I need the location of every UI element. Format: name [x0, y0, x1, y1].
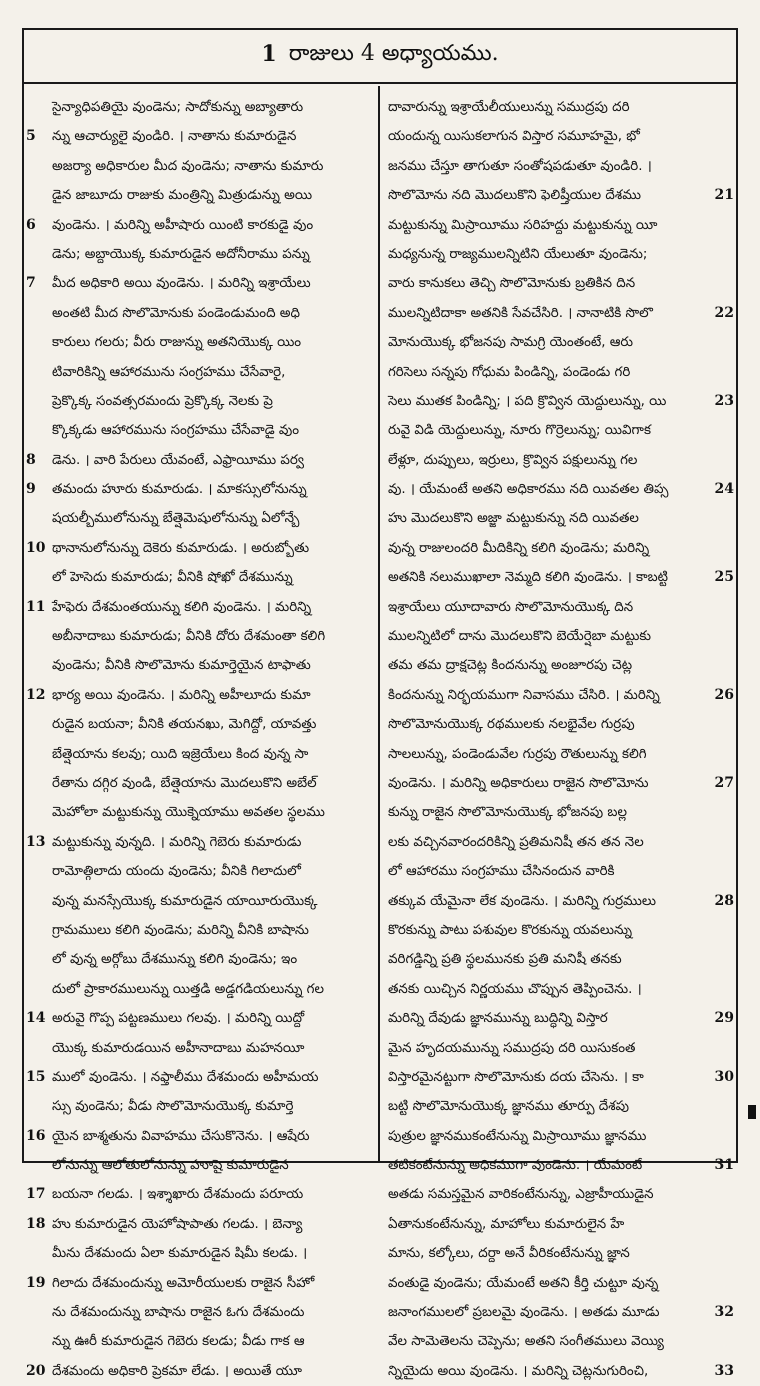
text-line	[52, 945, 372, 974]
text-line	[388, 93, 702, 122]
text-line	[388, 181, 734, 210]
line-text: దులో ప్రాకారములున్ను యిత్తడి అడ్డగడియలున్ను గల	[52, 981, 324, 997]
text-line	[52, 152, 372, 181]
line-text: సొలొమోనుయొక్క రథములకు నలభైవేల గుర్రపు	[388, 717, 635, 733]
text-columns	[24, 86, 736, 1379]
text-line	[26, 211, 372, 240]
line-text: సైన్యాధిపతియై వుండెను; సాదోకున్ను అబ్యాతారు	[52, 100, 304, 115]
line-text: తటికంటేనున్ను అధికముగా వుండెను. । యేమంటే	[388, 1158, 643, 1174]
text-line	[388, 740, 702, 769]
line-text: తనకు యిచ్చిన నిర్ణయము చొప్పున తెప్పించెను. ।	[388, 981, 642, 997]
verse-number: 21	[714, 187, 734, 204]
text-line	[388, 975, 702, 1004]
line-text: మెహోలా మట్టుకున్ను యొక్నెయాము అవతల స్థలము	[52, 805, 325, 821]
page-edge-mark	[748, 1105, 756, 1119]
text-line	[388, 269, 702, 298]
text-line	[52, 1327, 372, 1356]
text-line	[26, 1210, 372, 1239]
verse-number: 19	[26, 1274, 46, 1291]
verse-number: 9	[26, 481, 36, 498]
verse-number: 22	[714, 304, 734, 321]
text-line	[388, 475, 734, 504]
page-number: 1	[261, 41, 277, 67]
text-line	[388, 681, 734, 710]
line-text: హేఫెరు దేశమంతయున్ను కలిగి వుండెను. । మరిన్ని	[52, 599, 312, 615]
verse-number: 10	[26, 539, 46, 556]
text-line	[52, 798, 372, 827]
verse-number: 14	[26, 1010, 46, 1027]
text-line	[388, 1239, 702, 1268]
page-header	[24, 30, 736, 84]
text-line	[26, 446, 372, 475]
line-text: వరిగడ్డిన్ని ప్రతి స్థలమునకు ప్రతి మనిషీ తనకు	[388, 952, 622, 968]
text-line	[52, 240, 372, 269]
text-line	[388, 1092, 702, 1121]
text-line	[388, 1063, 734, 1092]
line-text: హు మొదలుకొని అజ్జా మట్టుకున్ను నది యివతల	[388, 511, 639, 527]
text-line	[388, 769, 734, 798]
line-text: వున్న మనస్సేయొక్క కుమారుడైన యాయీరుయొక్క	[52, 893, 318, 909]
line-text: తమందు హూరు కుమారుడు. । మాకస్సులోనున్ను	[52, 482, 307, 498]
text-line	[388, 651, 702, 680]
text-line	[388, 593, 702, 622]
verse-number: 16	[26, 1127, 46, 1144]
verse-number: 27	[714, 774, 734, 791]
text-line	[388, 1004, 734, 1033]
text-line	[388, 416, 702, 445]
text-line	[52, 887, 372, 916]
verse-number: 32	[714, 1304, 734, 1321]
line-text: రువై విడి యెద్దులున్ను, నూరు గొర్రెలున్ను; యివిగాక	[388, 423, 651, 439]
text-line	[388, 945, 702, 974]
line-text: ములన్నిటిదాకా అతనికి సేవచేసిరి. । నానాటికి సొలొ	[388, 305, 653, 321]
line-text: రామోత్గిలాదు యందు వుండెను; వీనికి గిలాదులో	[52, 864, 301, 880]
text-line	[388, 299, 734, 328]
text-line	[388, 152, 702, 181]
verse-number: 13	[26, 833, 46, 850]
line-text: కొరకున్ను పాటు పశువుల కొరకున్ను యవలున్ను	[388, 922, 633, 938]
line-text: పుత్రుల జ్ఞానముకంటేనున్ను మిస్రాయీము జ్ఞానము	[388, 1128, 647, 1144]
line-text: తమ తమ ద్రాక్షచెట్ల కిందనున్ను అంజూరపు చెట్ల	[388, 658, 633, 674]
verse-number: 15	[26, 1068, 46, 1085]
text-line	[388, 358, 702, 387]
text-line	[26, 1063, 372, 1092]
verse-number: 23	[714, 392, 734, 409]
line-text: వుండెను. । మరిన్ని అధికారులు రాజైన సొలొమోను	[388, 775, 649, 791]
text-line	[388, 1151, 734, 1180]
line-text: థానానులోనున్ను దెకెరు కుమారుడు. । అరుబ్బోతు	[52, 540, 310, 556]
line-text: బయనా గలడు. । ఇశ్శాఖారు దేశమందు పరూయ	[52, 1187, 304, 1203]
line-text: యందున్న యిసుకలాగున విస్తార సమూహమై, భో	[388, 129, 640, 145]
verse-number: 31	[714, 1157, 734, 1174]
text-line	[52, 1239, 372, 1268]
line-text: వేల సామెతెలను చెప్పెను; అతని సంగీతములు వెయ్యి	[388, 1334, 664, 1350]
line-text: మట్టుకున్ను మిస్రాయీము సరిహద్దు మట్టుకున్ను యీ	[388, 217, 658, 233]
text-line	[52, 740, 372, 769]
line-text: మోనుయొక్క భోజనపు సామగ్రి యెంతంటే, ఆరు	[388, 335, 634, 351]
line-text: డెను. । వారి పేరులు యేవంటే, ఎఫ్రాయీము పర్వ	[52, 452, 304, 468]
text-line	[26, 122, 372, 151]
text-line	[388, 1034, 702, 1063]
text-line	[388, 446, 702, 475]
text-line	[388, 828, 702, 857]
line-text: మీను దేశమందు ఏలా కుమారుడైన షిమీ కలడు. ।	[52, 1246, 308, 1262]
verse-number: 17	[26, 1186, 46, 1203]
line-text: యైన బాశ్మతును వివాహము చేసుకొనెను. । ఆషేరు	[52, 1128, 310, 1144]
line-text: భార్య అయి వుండెను. । మరిన్ని అహీలూదు కుమా	[52, 687, 311, 703]
text-line	[26, 593, 372, 622]
text-line	[388, 1210, 702, 1239]
line-text: బేత్షెయాను కలవు; యిది ఇజ్రెయేలు కింద వున్న సా	[52, 746, 309, 762]
text-line	[26, 828, 372, 857]
line-text: మట్టుకున్ను వున్నది. । మరిన్ని గెబెరు కుమారుడు	[52, 834, 302, 850]
verse-number: 33	[714, 1362, 734, 1379]
line-text: డెను; అబ్దాయొక్క కుమారుడైన అదోనీరాము పన్ను	[52, 246, 310, 262]
text-line	[52, 975, 372, 1004]
text-line	[52, 622, 372, 651]
text-line	[52, 358, 372, 387]
line-text: కిందనున్ను నిర్భయముగా నివాసము చేసిరి. । మరిన్ని	[388, 687, 660, 703]
text-line	[388, 122, 702, 151]
text-line	[388, 798, 702, 827]
verse-number: 29	[714, 1010, 734, 1027]
line-text: ములన్నిటిలో దాను మొదలుకొని బెయేర్షెబా మట్టుకు	[388, 629, 652, 645]
text-line	[26, 1357, 372, 1386]
line-text: షయల్బీములోనున్ను బేత్షెమెషులోనున్ను ఏలోన్బే	[52, 511, 300, 527]
verse-number: 24	[714, 481, 734, 498]
text-line	[388, 504, 702, 533]
line-text: క్కొక్కడు ఆహారమును సంగ్రహము చేసేవాడై వుం	[52, 423, 300, 439]
page-frame	[22, 28, 738, 1379]
verse-number: 6	[26, 216, 36, 233]
line-text: లోనున్ను ఆలోతులోనున్ను హూషై కుమారుడైన	[52, 1158, 289, 1174]
text-line	[52, 1151, 372, 1180]
text-line	[52, 857, 372, 886]
text-line	[388, 1357, 734, 1386]
line-text: మాను, కల్కోలు, దర్దా అనే వీరికంటేనున్ను జ్ఞాన	[388, 1246, 630, 1262]
line-text: జనము చేస్తూ తాగుతూ సంతోషపడుతూ వుండిరి. ।	[388, 158, 652, 174]
text-line	[52, 563, 372, 592]
text-line	[388, 710, 702, 739]
text-line	[26, 534, 372, 563]
line-text: కున్ను రాజైన సొలొమోనుయొక్క భోజనపు బల్ల	[388, 805, 627, 821]
line-text: రుడైన బయనా; వీనికి తయనఖు, మెగిద్దో, యావత్తు	[52, 717, 317, 733]
verse-number: 8	[26, 451, 36, 468]
text-line	[52, 916, 372, 945]
text-line	[388, 887, 734, 916]
text-line	[52, 1092, 372, 1121]
line-text: జనాంగములలో ప్రబలమై వుండెను. । అతడు మూడు	[388, 1305, 660, 1321]
text-line	[388, 534, 702, 563]
text-line	[52, 1034, 372, 1063]
line-text: మరిన్ని దేవుడు జ్ఞానమున్ను బుద్ధిన్ని విస్తార	[388, 1011, 608, 1027]
line-text: లకు వచ్చినవారందరికిన్ని ప్రతిమనిషీ తన తన నెల	[388, 834, 644, 850]
line-text: అతనికి నలుముఖాలా నెమ్మది కలిగి వుండెను. । కాబట్టి	[388, 570, 669, 586]
text-line	[388, 857, 702, 886]
line-text: తక్కువ యేమైనా లేక వుండెను. । మరిన్ని గుర్రములు	[388, 893, 656, 909]
line-text: వంతుడై వుండెను; యేమంటే అతని కీర్తి చుట్టూ వున్న	[388, 1275, 659, 1291]
line-text: అరువై గొప్ప పట్టణములు గలవు. । మరిన్ని యిద్దో	[52, 1011, 305, 1027]
text-line	[52, 769, 372, 798]
text-line	[388, 1298, 734, 1327]
line-text: స్సు వుండెను; వీడు సొలొమోనుయొక్క కుమార్తె	[52, 1099, 294, 1115]
line-text: వుండెను. । మరిన్ని అహీషారు యింటి కారకుడై వుం	[52, 217, 314, 233]
line-text: హు కుమారుడైన యెహోషాపాతు గలడు. । బెన్యా	[52, 1216, 303, 1232]
text-line	[388, 916, 702, 945]
text-line	[388, 622, 702, 651]
line-text: విస్తారమైనట్టుగా సొలొమోనుకు దయ చేసెను. । కా	[388, 1069, 644, 1085]
text-line	[26, 1004, 372, 1033]
line-text: వుండెను; వీనికి సొలొమోను కుమార్తెయైన టాఫాతు	[52, 658, 311, 674]
line-text: ఏతానుకంటేనున్ను, మాహోలు కుమారులైన హే	[388, 1216, 625, 1232]
text-line	[52, 387, 372, 416]
line-text: లో హెసెదు కుమారుడు; వీనికి షోఖో దేశమున్ను	[52, 570, 293, 586]
text-line	[388, 328, 702, 357]
text-line	[388, 1122, 702, 1151]
verse-number: 5	[26, 128, 36, 145]
line-text: దేశమందు అధికారి ప్రెకమా లేడు. । అయితే యూ	[52, 1363, 302, 1379]
text-line	[26, 475, 372, 504]
line-text: యొక్క కుమారుడయిన అహీనాదాబు మహనయీ	[52, 1040, 305, 1056]
line-text: డైన జాబూదు రాజుకు మంత్రిన్ని మిత్రుడున్ను అయి	[52, 188, 313, 204]
verse-number: 25	[714, 569, 734, 586]
line-text: గిలాదు దేశమందున్ను అమోరీయులకు రాజైన సీహో	[52, 1275, 315, 1291]
left-column	[24, 86, 380, 1379]
text-line	[26, 681, 372, 710]
right-column	[380, 86, 736, 1379]
line-text: సొలొమోను నది మొదలుకొని ఫెలిష్తీయుల దేశము	[388, 188, 642, 204]
text-line	[388, 1269, 702, 1298]
text-line	[388, 1327, 702, 1356]
text-line	[26, 1180, 372, 1209]
line-text: ఇశ్రాయేలు యూదావారు సొలొమోనుయొక్క దిన	[388, 599, 634, 615]
line-text: బట్టి సొలొమోనుయొక్క జ్ఞానము తూర్పు దేశపు	[388, 1099, 629, 1115]
text-line	[388, 563, 734, 592]
line-text: అతడు సమస్తమైన వారికంటేనున్ను, ఎజ్రాహీయుడైన	[388, 1187, 654, 1203]
text-line	[388, 387, 734, 416]
line-text: దావారున్ను ఇశ్రాయేలీయులున్ను సముద్రపు దరి	[388, 100, 630, 115]
line-text: లో వున్న అర్గోబు దేశమున్ను కలిగి వుండెను; ఇం	[52, 952, 298, 968]
line-text: టివారికిన్ని ఆహారమును సంగ్రహము చేసేవారై,	[52, 364, 286, 380]
text-line	[52, 181, 372, 210]
line-text: గరిసెలు సన్నపు గోధుమ పిండిన్ని, పండెండు గరి	[388, 364, 631, 380]
line-text: మైన హృదయమున్ను సముద్రపు దరి యిసుకంత	[388, 1040, 636, 1056]
text-line	[388, 240, 702, 269]
verse-number: 28	[714, 892, 734, 909]
line-text: ములో వుండెను. । నఫ్తాలీము దేశమందు అహీమయ	[52, 1069, 319, 1085]
line-text: కారులు గలరు; వీరు రాజున్ను అతనియొక్క యిం	[52, 335, 302, 351]
line-text: న్ను ఆచార్యులై వుండిరి. । నాతాను కుమారుడైన	[52, 129, 297, 145]
verse-number: 12	[26, 686, 46, 703]
verse-number: 26	[714, 686, 734, 703]
text-line	[52, 93, 372, 122]
line-text: వారు కానుకలు తెచ్చి సొలొమోనుకు బ్రతికిన దిన	[388, 276, 636, 292]
text-line	[388, 1180, 702, 1209]
text-line	[26, 269, 372, 298]
line-text: ను దేశమందున్ను బాషాను రాజైన ఓగు దేశమందు	[52, 1305, 305, 1321]
text-line	[52, 328, 372, 357]
line-text: సాలలున్ను, పండెండువేల గుర్రపు రౌతులున్ను కలిగి	[388, 746, 647, 762]
line-text: అజర్యా అధికారుల మీద వుండెను; నాతాను కుమారు	[52, 158, 324, 174]
verse-number: 11	[26, 598, 46, 615]
text-line	[52, 504, 372, 533]
text-line	[26, 1269, 372, 1298]
line-text: సెలు ముతక పిండిన్ని; । పది క్రొవ్విన యెద్దులున్ను, యి	[388, 393, 667, 409]
line-text: అబీనాదాబు కుమారుడు; వీనికి దోరు దేశమంతా కలిగి	[52, 629, 326, 645]
line-text: అంతటి మీద సొలొమోనుకు పండెండుమంది అధి	[52, 305, 300, 321]
text-line	[388, 211, 702, 240]
text-line	[52, 1298, 372, 1327]
line-text: వు. । యేమంటే అతని అధికారము నది యివతల తిప్స	[388, 482, 669, 498]
line-text: మీద అధికారి అయి వుండెను. । మరిన్ని ఇశ్రాయేలు	[52, 276, 311, 292]
verse-number: 30	[714, 1068, 734, 1085]
page-title: రాజులు 4 అధ్యాయము.	[288, 41, 499, 66]
line-text: గ్రామములు కలిగి వుండెను; మరిన్ని వీనికి బాషాను	[52, 922, 309, 938]
verse-number: 18	[26, 1215, 46, 1232]
text-line	[26, 1122, 372, 1151]
line-text: ప్రెక్కొక్క సంవత్సరమందు ప్రెక్కొక్క నెలకు ప్రె	[52, 393, 273, 409]
line-text: న్నియైదు అయి వుండెను. । మరిన్ని చెట్లనుగురించి,	[388, 1363, 649, 1379]
line-text: లో ఆహారము సంగ్రహము చేసినందున వారికి	[388, 864, 615, 880]
line-text: రేతాను దగ్గిర వుండి, బేత్షెయాను మొదలుకొని అబేల్	[52, 775, 317, 791]
text-line	[52, 710, 372, 739]
text-line	[52, 416, 372, 445]
line-text: న్ను ఊరీ కుమారుడైన గెబెరు కలడు; వీడు గాక ఆ	[52, 1334, 305, 1350]
verse-number: 7	[26, 275, 36, 292]
line-text: వున్న రాజులందరి మీదికిన్ని కలిగి వుండెను; మరిన్ని	[388, 540, 650, 556]
text-line	[52, 651, 372, 680]
line-text: మధ్యనున్న రాజ్యములన్నిటిని యేలుతూ వుండెను;	[388, 246, 648, 262]
verse-number: 20	[26, 1362, 46, 1379]
line-text: లేళ్లూ, దుప్పులు, ఇర్రులు, క్రొవ్విన పక్షులున్ను గల	[388, 452, 638, 468]
text-line	[52, 299, 372, 328]
